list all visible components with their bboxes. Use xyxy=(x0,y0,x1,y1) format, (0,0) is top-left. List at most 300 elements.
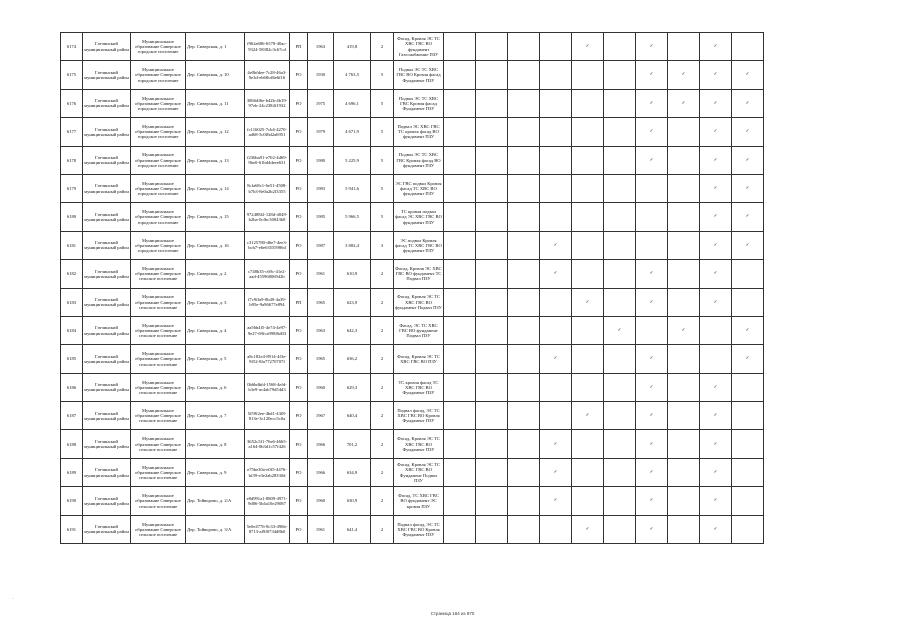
check-icon: ✓ xyxy=(585,413,590,419)
work-check-cell xyxy=(604,260,636,288)
work-check-cell xyxy=(508,288,540,316)
work-check-cell xyxy=(636,458,668,486)
check-icon: ✓ xyxy=(649,271,654,277)
year-cell: 1960 xyxy=(308,373,334,401)
area-cell: 642,3 xyxy=(334,316,371,344)
work-check-cell xyxy=(700,231,732,259)
work-check-cell xyxy=(572,515,604,543)
work-check-cell xyxy=(444,33,476,61)
floors-cell: 2 xyxy=(371,288,394,316)
year-cell: 1985 xyxy=(308,203,334,231)
check-icon: ✓ xyxy=(649,526,654,532)
municipality-cell: Муниципальное образование Сиверское городское поселение xyxy=(131,118,186,146)
row-number: 6174 xyxy=(61,33,83,61)
row-number: 6191 xyxy=(61,515,83,543)
check-icon: ✓ xyxy=(649,413,654,419)
work-check-cell xyxy=(700,118,732,146)
area-cell: 634,9 xyxy=(334,458,371,486)
guid-cell: e75be30a-e0f5-4476-bf39-e3e2ab28330d xyxy=(245,458,290,486)
work-check-cell xyxy=(700,316,732,344)
municipality-cell: Муниципальное образование Сиверское сельское поселение xyxy=(131,260,186,288)
address-cell: Дер. Сиверская, д. 11 xyxy=(186,89,245,117)
floors-cell: 2 xyxy=(371,515,394,543)
row-number: 6178 xyxy=(61,146,83,174)
work-check-cell xyxy=(668,61,700,89)
work-check-cell xyxy=(508,118,540,146)
works-cell: ТС кровля подвал фасад ЭС ХВС ГВС ВО фундамент ПЗУ xyxy=(394,203,444,231)
floors-cell: 2 xyxy=(371,316,394,344)
year-cell: 1965 xyxy=(308,288,334,316)
work-check-cell xyxy=(604,316,636,344)
check-icon: ✓ xyxy=(681,100,686,106)
work-check-cell xyxy=(700,373,732,401)
floors-cell: 5 xyxy=(371,174,394,202)
work-check-cell xyxy=(540,373,572,401)
work-check-cell xyxy=(572,203,604,231)
floors-cell: 2 xyxy=(371,430,394,458)
housing-register-table xyxy=(60,32,764,544)
work-check-cell xyxy=(476,515,508,543)
work-check-cell xyxy=(572,345,604,373)
check-icon: ✓ xyxy=(649,100,654,106)
table-row xyxy=(61,174,764,202)
municipality-cell: Муниципальное образование Сиверское городское поселение xyxy=(131,89,186,117)
work-check-cell xyxy=(636,146,668,174)
check-icon: ✓ xyxy=(553,356,558,362)
work-check-cell xyxy=(476,89,508,117)
work-check-cell xyxy=(476,61,508,89)
check-icon: ✓ xyxy=(745,242,750,248)
work-check-cell xyxy=(700,515,732,543)
check-icon: ✓ xyxy=(745,186,750,192)
work-check-cell xyxy=(476,430,508,458)
work-check-cell xyxy=(732,118,764,146)
work-check-cell xyxy=(444,316,476,344)
year-cell: 1975 xyxy=(308,89,334,117)
row-number: 6179 xyxy=(61,174,83,202)
municipality-cell: Муниципальное образование Сиверское городское поселение xyxy=(131,231,186,259)
work-check-cell xyxy=(636,487,668,515)
work-check-cell xyxy=(732,89,764,117)
work-check-cell xyxy=(604,515,636,543)
work-check-cell xyxy=(572,458,604,486)
type-cell: РО xyxy=(290,345,308,373)
work-check-cell xyxy=(700,146,732,174)
municipality-cell: Муниципальное образование Сиверское сельское поселение xyxy=(131,487,186,515)
type-cell: РО xyxy=(290,118,308,146)
works-cell: Фасад, Кровля ЭС ТС ХВС ГВС ВО ПЗУ xyxy=(394,345,444,373)
address-cell: Дер. Сиверская, д. 14 xyxy=(186,174,245,202)
check-icon: ✓ xyxy=(713,271,718,277)
district-cell: Гатчинский муниципальный район xyxy=(83,515,131,543)
floors-cell: 2 xyxy=(371,373,394,401)
work-check-cell xyxy=(668,89,700,117)
year-cell: 1961 xyxy=(308,515,334,543)
work-check-cell xyxy=(732,430,764,458)
municipality-cell: Муниципальное образование Сиверское городское поселение xyxy=(131,33,186,61)
year-cell: 1967 xyxy=(308,402,334,430)
work-check-cell xyxy=(572,61,604,89)
work-check-cell xyxy=(572,373,604,401)
check-icon: ✓ xyxy=(713,100,718,106)
works-cell: Фасад, ТС ХВС ГВС ВО фундамент ЭС кровля ПЗУ xyxy=(394,487,444,515)
district-cell: Гатчинский муниципальный район xyxy=(83,231,131,259)
district-cell: Гатчинский муниципальный район xyxy=(83,203,131,231)
work-check-cell xyxy=(604,430,636,458)
area-cell: 641,4 xyxy=(334,515,371,543)
check-icon: ✓ xyxy=(713,214,718,220)
work-check-cell xyxy=(604,231,636,259)
floors-cell: 2 xyxy=(371,487,394,515)
check-icon: ✓ xyxy=(713,44,718,50)
area-cell: 3 882,4 xyxy=(334,231,371,259)
work-check-cell xyxy=(732,345,764,373)
year-cell: 1980 xyxy=(308,146,334,174)
area-cell: 419,8 xyxy=(334,33,371,61)
work-check-cell xyxy=(732,33,764,61)
floors-cell: 2 xyxy=(371,33,394,61)
work-check-cell xyxy=(444,146,476,174)
check-icon: ✓ xyxy=(713,413,718,419)
table-row xyxy=(61,260,764,288)
work-check-cell xyxy=(540,487,572,515)
work-check-cell xyxy=(732,61,764,89)
check-icon: ✓ xyxy=(553,271,558,277)
year-cell: 1987 xyxy=(308,231,334,259)
work-check-cell xyxy=(476,231,508,259)
work-check-cell xyxy=(636,345,668,373)
table-row xyxy=(61,231,764,259)
works-cell: Фасад, Кровля ЭС ТС ХВС ГВС ВО фундамент Газоснабжение ПЗУ xyxy=(394,33,444,61)
row-number: 6187 xyxy=(61,402,83,430)
year-cell: 1966 xyxy=(308,458,334,486)
work-check-cell xyxy=(444,430,476,458)
year-cell: 1963 xyxy=(308,316,334,344)
floors-cell: 5 xyxy=(371,61,394,89)
work-check-cell xyxy=(636,203,668,231)
floors-cell: 5 xyxy=(371,203,394,231)
check-icon: ✓ xyxy=(713,299,718,305)
area-cell: 5 941,6 xyxy=(334,174,371,202)
check-icon: ✓ xyxy=(585,526,590,532)
check-icon: ✓ xyxy=(681,72,686,78)
check-icon: ✓ xyxy=(553,242,558,248)
check-icon: ✓ xyxy=(553,441,558,447)
row-number: 6183 xyxy=(61,288,83,316)
row-number: 6184 xyxy=(61,316,83,344)
work-check-cell xyxy=(508,89,540,117)
work-check-cell xyxy=(476,345,508,373)
work-check-cell xyxy=(668,118,700,146)
check-icon: ✓ xyxy=(745,214,750,220)
work-check-cell xyxy=(604,345,636,373)
work-check-cell xyxy=(508,260,540,288)
guid-cell: 3866df6e-b42b-4b19-97eb-24c2384f1932 xyxy=(245,89,290,117)
work-check-cell xyxy=(700,260,732,288)
work-check-cell xyxy=(668,231,700,259)
row-number: 6176 xyxy=(61,89,83,117)
municipality-cell: Муниципальное образование Сиверское городское поселение xyxy=(131,203,186,231)
work-check-cell xyxy=(732,458,764,486)
area-cell: 4 696,1 xyxy=(334,89,371,117)
work-check-cell xyxy=(508,345,540,373)
table-row xyxy=(61,146,764,174)
work-check-cell xyxy=(636,174,668,202)
work-check-cell xyxy=(572,146,604,174)
work-check-cell xyxy=(540,118,572,146)
work-check-cell xyxy=(700,89,732,117)
type-cell: РО xyxy=(290,458,308,486)
guid-cell: 5f59f2ee-4bd1-43f8-813e-3c120ecc5c0a xyxy=(245,402,290,430)
work-check-cell xyxy=(508,61,540,89)
work-check-cell xyxy=(508,316,540,344)
guid-cell: f7c9ffa9-0b49-4a39-b95e-9a96677e894 xyxy=(245,288,290,316)
work-check-cell xyxy=(732,146,764,174)
work-check-cell xyxy=(604,118,636,146)
district-cell: Гатчинский муниципальный район xyxy=(83,430,131,458)
row-number: 6175 xyxy=(61,61,83,89)
area-cell: 630,9 xyxy=(334,487,371,515)
municipality-cell: Муниципальное образование Сиверское сельское поселение xyxy=(131,316,186,344)
guid-cell: c748b35-c69c-41e2-aad-45596806942b xyxy=(245,260,290,288)
work-check-cell xyxy=(732,231,764,259)
work-check-cell xyxy=(476,458,508,486)
work-check-cell xyxy=(476,316,508,344)
work-check-cell xyxy=(668,487,700,515)
check-icon: ✓ xyxy=(713,441,718,447)
work-check-cell xyxy=(540,146,572,174)
work-check-cell xyxy=(732,203,764,231)
table-row xyxy=(61,345,764,373)
type-cell: РО xyxy=(290,260,308,288)
type-cell: РО xyxy=(290,515,308,543)
work-check-cell xyxy=(604,146,636,174)
type-cell: РО xyxy=(290,402,308,430)
address-cell: Дер. Сиверская, д. 10 xyxy=(186,61,245,89)
municipality-cell: Муниципальное образование Сиверское сельское поселение xyxy=(131,288,186,316)
district-cell: Гатчинский муниципальный район xyxy=(83,316,131,344)
check-icon: ✓ xyxy=(713,526,718,532)
table-row xyxy=(61,89,764,117)
guid-cell: 4e0bfdee-7c28-46a3-9e3d-eb68cd6e6f16 xyxy=(245,61,290,89)
guid-cell: f236ba91-e702-4d69-9be0-61bd4deee631 xyxy=(245,146,290,174)
works-cell: Фасад, Кровля ЭС ТС ХВС ГВС ВО Фундамент Подвал ПЗУ xyxy=(394,458,444,486)
row-number: 6181 xyxy=(61,231,83,259)
work-check-cell xyxy=(636,316,668,344)
work-check-cell xyxy=(732,316,764,344)
type-cell: РО xyxy=(290,316,308,344)
type-cell: РО xyxy=(290,61,308,89)
check-icon: ✓ xyxy=(585,299,590,305)
work-check-cell xyxy=(732,402,764,430)
area-cell: 4 671,9 xyxy=(334,118,371,146)
work-check-cell xyxy=(476,174,508,202)
work-check-cell xyxy=(700,402,732,430)
work-check-cell xyxy=(668,430,700,458)
check-icon: ✓ xyxy=(713,186,718,192)
area-cell: 640,4 xyxy=(334,402,371,430)
type-cell: РО xyxy=(290,203,308,231)
municipality-cell: Муниципальное образование Сиверское сельское поселение xyxy=(131,345,186,373)
works-cell: Фасад, Кровля ЭС ТС ХВС ГВС ВО Фундамент ПЗУ xyxy=(394,430,444,458)
year-cell: 1965 xyxy=(308,345,334,373)
work-check-cell xyxy=(636,231,668,259)
area-cell: 4 763,5 xyxy=(334,61,371,89)
check-icon: ✓ xyxy=(553,469,558,475)
address-cell: Дер. Сиверская, д. 7 xyxy=(186,402,245,430)
work-check-cell xyxy=(444,231,476,259)
guid-cell: 3652c5f1-76e6-4665-a164-0b3d1c57f426 xyxy=(245,430,290,458)
work-check-cell xyxy=(668,373,700,401)
address-cell: Дер. Сиверская, д. 1 xyxy=(186,33,245,61)
work-check-cell xyxy=(540,288,572,316)
table-row xyxy=(61,458,764,486)
district-cell: Гатчинский муниципальный район xyxy=(83,487,131,515)
row-number: 6188 xyxy=(61,430,83,458)
table-row xyxy=(61,487,764,515)
work-check-cell xyxy=(540,33,572,61)
work-check-cell xyxy=(732,487,764,515)
check-icon: ✓ xyxy=(713,72,718,78)
area-cell: 5 225,9 xyxy=(334,146,371,174)
district-cell: Гатчинский муниципальный район xyxy=(83,61,131,89)
check-icon: ✓ xyxy=(745,72,750,78)
municipality-cell: Муниципальное образование Сиверское городское поселение xyxy=(131,174,186,202)
row-number: 6189 xyxy=(61,458,83,486)
address-cell: Дер. Сиверская, д. 5 xyxy=(186,345,245,373)
district-cell: Гатчинский муниципальный район xyxy=(83,260,131,288)
work-check-cell xyxy=(604,288,636,316)
municipality-cell: Муниципальное образование Сиверское городское поселение xyxy=(131,146,186,174)
work-check-cell xyxy=(700,61,732,89)
work-check-cell xyxy=(540,174,572,202)
guid-cell: fc116025-7cb4-4270-ad68-5c0f6d2a6951 xyxy=(245,118,290,146)
guid-cell: 0b6bdbfd-1568-4efd-b3e9-ac4ab79d54d3 xyxy=(245,373,290,401)
work-check-cell xyxy=(604,487,636,515)
floors-cell: 5 xyxy=(371,89,394,117)
table-row xyxy=(61,288,764,316)
row-number: 6182 xyxy=(61,260,83,288)
address-cell: Дер. Сиверская, д. 6 xyxy=(186,373,245,401)
work-check-cell xyxy=(444,458,476,486)
works-cell: ЭС подвал Кровля фасад ТС ХВС ГВС ВО фундамент ПЗУ xyxy=(394,231,444,259)
work-check-cell xyxy=(604,203,636,231)
work-check-cell xyxy=(668,345,700,373)
work-check-cell xyxy=(604,89,636,117)
work-check-cell xyxy=(540,260,572,288)
work-check-cell xyxy=(636,33,668,61)
work-check-cell xyxy=(604,402,636,430)
works-cell: Подвал фасад, ЭС ТС ХВС ГВС ВО Кровля Фундамент ПЗУ xyxy=(394,402,444,430)
municipality-cell: Муниципальное образование Сиверское сельское поселение xyxy=(131,402,186,430)
work-check-cell xyxy=(572,118,604,146)
address-cell: Дер. Сиверская, д. 16 xyxy=(186,231,245,259)
work-check-cell xyxy=(636,260,668,288)
work-check-cell xyxy=(636,61,668,89)
table-row xyxy=(61,402,764,430)
work-check-cell xyxy=(508,430,540,458)
work-check-cell xyxy=(668,402,700,430)
work-check-cell xyxy=(700,174,732,202)
year-cell: 1983 xyxy=(308,174,334,202)
work-check-cell xyxy=(444,373,476,401)
district-cell: Гатчинский муниципальный район xyxy=(83,288,131,316)
work-check-cell xyxy=(572,260,604,288)
margin-mark: · xyxy=(12,597,14,602)
works-cell: Фасад, ЭС ТС ХВС ГВС ВО фундамент Подвал ПЗУ xyxy=(394,316,444,344)
check-icon: ✓ xyxy=(649,72,654,78)
check-icon: ✓ xyxy=(713,129,718,135)
work-check-cell xyxy=(444,118,476,146)
work-check-cell xyxy=(700,33,732,61)
address-cell: Дер. Тойворово, д. 2/A xyxy=(186,487,245,515)
work-check-cell xyxy=(700,487,732,515)
works-cell: Подвал ЭС ХВС ГВС ТС кровля фасад ВО фундамент ПЗУ xyxy=(394,118,444,146)
address-cell: Дер. Сиверская, д. 8 xyxy=(186,430,245,458)
row-number: 6185 xyxy=(61,345,83,373)
work-check-cell xyxy=(508,146,540,174)
work-check-cell xyxy=(668,174,700,202)
work-check-cell xyxy=(668,458,700,486)
work-check-cell xyxy=(604,33,636,61)
check-icon: ✓ xyxy=(713,469,718,475)
row-number: 6177 xyxy=(61,118,83,146)
type-cell: РО xyxy=(290,174,308,202)
address-cell: Дер. Сиверская, д. 2 xyxy=(186,260,245,288)
table-row xyxy=(61,515,764,543)
works-cell: Подвал фасад, ЭС ТС ХВС ГВС ВО Кровля Фундамент ПЗУ xyxy=(394,515,444,543)
check-icon: ✓ xyxy=(745,356,750,362)
district-cell: Гатчинский муниципальный район xyxy=(83,345,131,373)
work-check-cell xyxy=(604,174,636,202)
check-icon: ✓ xyxy=(713,242,718,248)
table-row xyxy=(61,33,764,61)
work-check-cell xyxy=(476,33,508,61)
address-cell: Дер. Сиверская, д. 12 xyxy=(186,118,245,146)
table-row xyxy=(61,118,764,146)
page-footer: Страница 164 из 870 xyxy=(430,611,475,616)
work-check-cell xyxy=(540,203,572,231)
floors-cell: 5 xyxy=(371,118,394,146)
work-check-cell xyxy=(636,373,668,401)
address-cell: Дер. Тойворово, д. 3/A xyxy=(186,515,245,543)
work-check-cell xyxy=(700,288,732,316)
type-cell: РО xyxy=(290,487,308,515)
check-icon: ✓ xyxy=(617,328,622,333)
row-number: 6186 xyxy=(61,373,83,401)
district-cell: Гатчинский муниципальный район xyxy=(83,33,131,61)
work-check-cell xyxy=(668,288,700,316)
municipality-cell: Муниципальное образование Сиверское сельское поселение xyxy=(131,515,186,543)
work-check-cell xyxy=(700,430,732,458)
work-check-cell xyxy=(540,61,572,89)
address-cell: Дер. Сиверская, д. 15 xyxy=(186,203,245,231)
address-cell: Дер. Сиверская, д. 9 xyxy=(186,458,245,486)
work-check-cell xyxy=(572,316,604,344)
work-check-cell xyxy=(636,402,668,430)
check-icon: ✓ xyxy=(649,469,654,475)
work-check-cell xyxy=(444,260,476,288)
work-check-cell xyxy=(668,203,700,231)
work-check-cell xyxy=(540,458,572,486)
type-cell: РО xyxy=(290,373,308,401)
floors-cell: 2 xyxy=(371,345,394,373)
work-check-cell xyxy=(732,373,764,401)
work-check-cell xyxy=(476,118,508,146)
work-check-cell xyxy=(668,33,700,61)
work-check-cell xyxy=(572,430,604,458)
work-check-cell xyxy=(604,458,636,486)
